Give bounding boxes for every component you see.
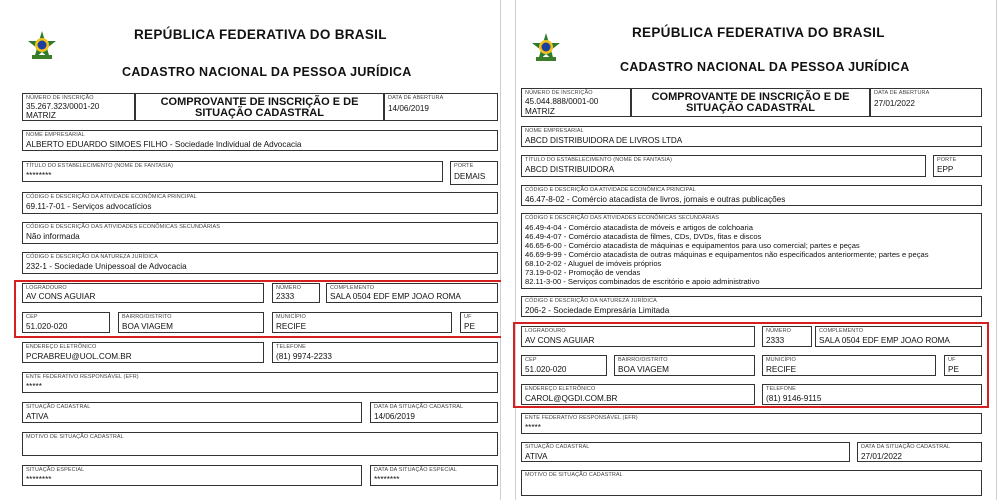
atividade-principal-label: CÓDIGO E DESCRIÇÃO DA ATIVIDADE ECONÔMICA PRINCIPAL (26, 194, 197, 200)
atividades-secundarias-box (521, 213, 982, 289)
logradouro-value: AV CONS AGUIAR (525, 336, 595, 345)
cnpj-number: 45.044.888/0001-00 (525, 97, 599, 106)
email-label: ENDEREÇO ELETRÔNICO (525, 386, 596, 392)
bairro-value: BOA VIAGEM (122, 322, 173, 331)
efr-label: ENTE FEDERATIVO RESPONSÁVEL (EFR) (525, 415, 638, 421)
complemento-value: SALA 0504 EDF EMP JOAO ROMA (330, 292, 461, 301)
uf-box (944, 355, 982, 376)
efr-box (22, 372, 498, 393)
efr-value: ***** (26, 382, 42, 391)
bairro-label: BAIRRO/DISTRITO (618, 357, 668, 363)
bairro-value: BOA VIAGEM (618, 365, 669, 374)
titulo-estabelecimento-box (521, 155, 926, 177)
complemento-label: COMPLEMENTO (330, 285, 375, 291)
situacao-cadastral-box (521, 442, 850, 462)
data-situacao-cadastral-box (857, 442, 982, 462)
complemento-value: SALA 0504 EDF EMP JOAO ROMA (819, 336, 950, 345)
porte-label: PORTE (937, 157, 957, 163)
situacao-cadastral-value: ATIVA (26, 412, 49, 421)
motivo-situacao-label: MOTIVO DE SITUAÇÃO CADASTRAL (525, 472, 623, 478)
porte-value: EPP (937, 165, 954, 174)
motivo-situacao-label: MOTIVO DE SITUAÇÃO CADASTRAL (26, 434, 124, 440)
atividade-secundaria-item: 46.65-6-00 - Comércio atacadista de máquinas e equipamentos para uso comercial; partes e peças (525, 241, 860, 250)
telefone-value: (81) 9974-2233 (276, 352, 332, 361)
data-situacao-cadastral-value: 27/01/2022 (861, 452, 902, 461)
cnpj-number: 35.267.323/0001-20 (26, 102, 100, 111)
data-situacao-especial-label: DATA DA SITUAÇÃO ESPECIAL (374, 467, 457, 473)
titulo-estabelecimento-value: ******** (26, 171, 52, 180)
municipio-label: MUNICÍPIO (766, 357, 796, 363)
situacao-especial-label: SITUAÇÃO ESPECIAL (26, 467, 85, 473)
atividades-secundarias-list (525, 223, 929, 286)
email-box (521, 384, 755, 405)
numero-box (762, 326, 812, 347)
cep-box (22, 312, 110, 333)
atividade-secundaria-item: 46.49-4-07 - Comércio atacadista de filmes, CDs, DVDs, fitas e discos (525, 232, 762, 241)
uf-label: UF (948, 357, 956, 363)
cep-box (521, 355, 607, 376)
comprovante-box (135, 93, 384, 121)
numero-box (272, 283, 320, 303)
logradouro-label: LOGRADOURO (525, 328, 566, 334)
numero-inscricao-label: NÚMERO DE INSCRIÇÃO (26, 95, 94, 101)
titulo-estabelecimento-box (22, 161, 443, 182)
atividade-principal-value: 46.47-8-02 - Comércio atacadista de livros, jornais e outras publicações (525, 195, 786, 204)
natureza-juridica-label: CÓDIGO E DESCRIÇÃO DA NATUREZA JURÍDICA (26, 254, 158, 260)
atividade-secundaria-item: 73.19-0-02 - Promoção de vendas (525, 268, 641, 277)
atividade-secundaria-item: 46.69-9-99 - Comércio atacadista de outras máquinas e equipamentos não especificados anteriormente; partes e peças (525, 250, 929, 259)
numero-value: 2333 (766, 336, 785, 345)
uf-value: PE (464, 322, 475, 331)
atividade-secundaria-item: 46.49-4-04 - Comércio atacadista de móveis e artigos de colchoaria (525, 223, 753, 232)
data-situacao-cadastral-value: 14/06/2019 (374, 412, 415, 421)
complemento-box (326, 283, 498, 303)
porte-box (450, 161, 498, 185)
cnpj-document-right (515, 0, 997, 500)
cnpj-document-left (4, 0, 501, 500)
natureza-juridica-label: CÓDIGO E DESCRIÇÃO DA NATUREZA JURÍDICA (525, 298, 657, 304)
municipio-box (762, 355, 936, 376)
porte-label: PORTE (454, 163, 474, 169)
telefone-label: TELEFONE (766, 386, 796, 392)
titulo-estabelecimento-value: ABCD DISTRIBUIDORA (525, 165, 615, 174)
email-value: CAROL@QGDI.COM.BR (525, 394, 618, 403)
data-abertura-value: 14/06/2019 (388, 104, 429, 113)
numero-inscricao-box (22, 93, 135, 121)
data-abertura-box (384, 93, 498, 121)
numero-value: 2333 (276, 292, 295, 301)
numero-inscricao-label: NÚMERO DE INSCRIÇÃO (525, 90, 593, 96)
data-abertura-value: 27/01/2022 (874, 99, 915, 108)
atividade-principal-value: 69.11-7-01 - Serviços advocatícios (26, 202, 152, 211)
establishment-type: MATRIZ (26, 111, 56, 120)
atividades-secundarias-label: CÓDIGO E DESCRIÇÃO DAS ATIVIDADES ECONÔMICAS SECUNDÁRIAS (26, 224, 221, 230)
numero-inscricao-box (521, 88, 631, 117)
data-situacao-cadastral-label: DATA DA SITUAÇÃO CADASTRAL (374, 404, 464, 410)
complemento-label: COMPLEMENTO (819, 328, 864, 334)
header-country: REPÚBLICA FEDERATIVA DO BRASIL (632, 25, 885, 40)
cep-label: CEP (26, 314, 38, 320)
municipio-value: RECIFE (276, 322, 307, 331)
brazil-coat-of-arms-icon (530, 32, 562, 64)
brazil-coat-of-arms-icon (26, 30, 58, 62)
logradouro-box (22, 283, 264, 303)
natureza-juridica-value: 206-2 - Sociedade Empresária Limitada (525, 306, 670, 315)
cep-value: 51.020-020 (26, 322, 68, 331)
atividade-secundaria-item: Não informada (26, 232, 80, 241)
atividade-principal-box (22, 192, 498, 214)
nome-empresarial-box (521, 126, 982, 147)
cep-value: 51.020-020 (525, 365, 567, 374)
situacao-cadastral-value: ATIVA (525, 452, 548, 461)
efr-box (521, 413, 982, 434)
nome-empresarial-box (22, 130, 498, 151)
situacao-cadastral-box (22, 402, 362, 423)
municipio-value: RECIFE (766, 365, 797, 374)
comprovante-title: COMPROVANTE DE INSCRIÇÃO E DE SITUAÇÃO CADASTRAL (160, 96, 359, 119)
header-registry: CADASTRO NACIONAL DA PESSOA JURÍDICA (122, 65, 412, 79)
comprovante-box (631, 88, 870, 117)
comprovante-title: COMPROVANTE DE INSCRIÇÃO E DE SITUAÇÃO CADASTRAL (651, 91, 850, 114)
uf-label: UF (464, 314, 472, 320)
data-situacao-cadastral-label: DATA DA SITUAÇÃO CADASTRAL (861, 444, 951, 450)
situacao-especial-box (22, 465, 362, 486)
motivo-situacao-box (521, 470, 982, 496)
data-situacao-especial-box (370, 465, 498, 486)
numero-label: NÚMERO (276, 285, 302, 291)
header-country: REPÚBLICA FEDERATIVA DO BRASIL (134, 27, 387, 42)
nome-empresarial-value: ABCD DISTRIBUIDORA DE LIVROS LTDA (525, 136, 683, 145)
situacao-especial-value: ******** (26, 475, 52, 484)
atividade-secundaria-item: 68.10-2-02 - Aluguel de imóveis próprios (525, 259, 662, 268)
data-situacao-especial-value: ******** (374, 475, 400, 484)
natureza-juridica-value: 232-1 - Sociedade Unipessoal de Advocacia (26, 262, 187, 271)
atividade-principal-box (521, 185, 982, 206)
nome-empresarial-value: ALBERTO EDUARDO SIMOES FILHO - Sociedade Individual de Advocacia (26, 140, 302, 149)
data-abertura-label: DATA DE ABERTURA (874, 90, 930, 96)
bairro-box (118, 312, 264, 333)
complemento-box (815, 326, 982, 347)
titulo-estabelecimento-label: TÍTULO DO ESTABELECIMENTO (NOME DE FANTASIA) (26, 163, 174, 169)
atividade-secundaria-item: 82.11-3-00 - Serviços combinados de escritório e apoio administrativo (525, 277, 760, 286)
atividade-principal-label: CÓDIGO E DESCRIÇÃO DA ATIVIDADE ECONÔMICA PRINCIPAL (525, 187, 696, 193)
establishment-type: MATRIZ (525, 107, 555, 116)
logradouro-label: LOGRADOURO (26, 285, 67, 291)
telefone-box (762, 384, 982, 405)
bairro-label: BAIRRO/DISTRITO (122, 314, 172, 320)
logradouro-box (521, 326, 755, 347)
atividades-secundarias-label: CÓDIGO E DESCRIÇÃO DAS ATIVIDADES ECONÔMICAS SECUNDÁRIAS (525, 215, 720, 221)
uf-box (460, 312, 498, 333)
email-value: PCRABREU@UOL.COM.BR (26, 352, 132, 361)
natureza-juridica-box (22, 252, 498, 274)
efr-value: ***** (525, 423, 541, 432)
efr-label: ENTE FEDERATIVO RESPONSÁVEL (EFR) (26, 374, 139, 380)
nome-empresarial-label: NOME EMPRESARIAL (26, 132, 85, 138)
numero-label: NÚMERO (766, 328, 792, 334)
motivo-situacao-box (22, 432, 498, 456)
telefone-value: (81) 9146-9115 (766, 394, 822, 403)
nome-empresarial-label: NOME EMPRESARIAL (525, 128, 584, 134)
header-registry: CADASTRO NACIONAL DA PESSOA JURÍDICA (620, 60, 910, 74)
telefone-label: TELEFONE (276, 344, 306, 350)
cep-label: CEP (525, 357, 537, 363)
municipio-box (272, 312, 452, 333)
titulo-estabelecimento-label: TÍTULO DO ESTABELECIMENTO (NOME DE FANTASIA) (525, 157, 673, 163)
logradouro-value: AV CONS AGUIAR (26, 292, 96, 301)
email-label: ENDEREÇO ELETRÔNICO (26, 344, 97, 350)
situacao-cadastral-label: SITUAÇÃO CADASTRAL (525, 444, 590, 450)
telefone-box (272, 342, 498, 363)
porte-value: DEMAIS (454, 172, 486, 181)
atividades-secundarias-box (22, 222, 498, 244)
data-situacao-cadastral-box (370, 402, 498, 423)
data-abertura-label: DATA DE ABERTURA (388, 95, 444, 101)
natureza-juridica-box (521, 296, 982, 317)
data-abertura-box (870, 88, 982, 117)
municipio-label: MUNICÍPIO (276, 314, 306, 320)
uf-value: PE (948, 365, 959, 374)
situacao-cadastral-label: SITUAÇÃO CADASTRAL (26, 404, 91, 410)
bairro-box (614, 355, 755, 376)
email-box (22, 342, 264, 363)
porte-box (933, 155, 982, 177)
